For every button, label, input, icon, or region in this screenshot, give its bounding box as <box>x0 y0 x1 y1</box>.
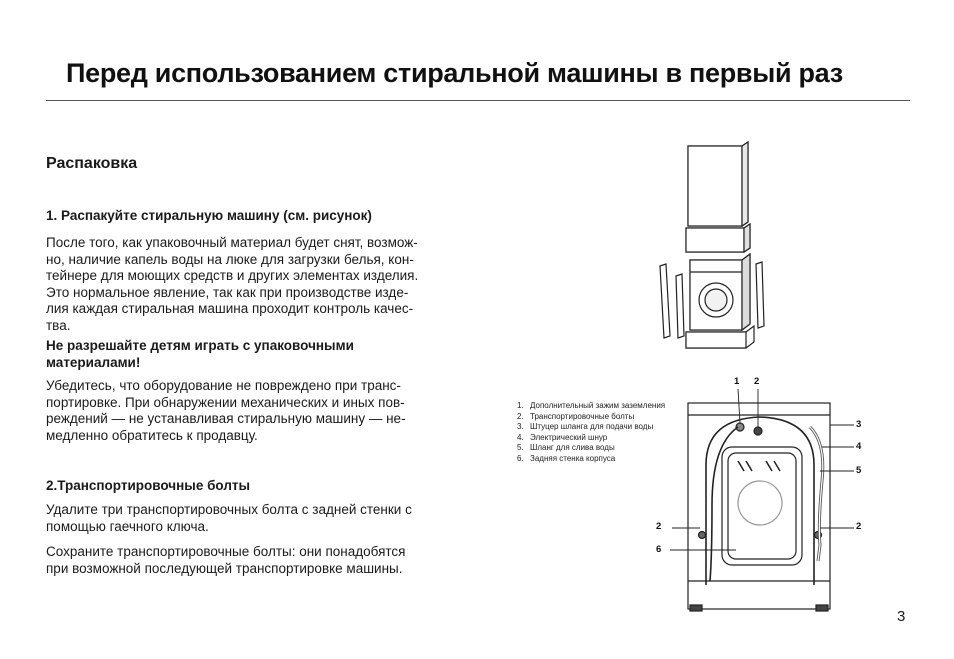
warning-text <box>46 338 456 371</box>
text-line: помощью гаечного ключа. <box>46 518 209 534</box>
callout-2-right: 2 <box>856 521 862 532</box>
text-line: После того, как упаковочный материал будет снят, возмож- <box>46 235 418 250</box>
callout-2-top: 2 <box>754 376 760 387</box>
legend-item: 6. Задняя стенка корпуса <box>517 453 616 463</box>
legend-item: 1. Дополнительный зажим заземления <box>517 401 666 410</box>
text-line: при возможной последующей транспортировке машины. <box>46 560 403 576</box>
text-line: тва. <box>46 317 71 333</box>
section-heading: Распаковка <box>46 155 138 172</box>
step1-heading: 1. Распакуйте стиральную машину (см. рисунок) <box>46 208 372 223</box>
page-title: Перед использованием стиральной машины в первый раз <box>66 58 843 88</box>
text-line: Сохраните транспортировочные болты: они понадобятся <box>46 544 406 559</box>
callout-2-left: 2 <box>656 521 662 532</box>
callout-3: 3 <box>856 419 862 430</box>
text-line: но, наличие капель воды на люке для загрузки белья, кон- <box>46 251 414 267</box>
text-line: медленно обратитесь к продавцу. <box>46 427 258 443</box>
callout-4: 4 <box>856 441 862 452</box>
step1-paragraph-1 <box>46 235 456 334</box>
legend-item: 2. Транспортировочные болты <box>517 411 635 421</box>
text-line: лия каждая стиральная машина проходит контроль качес- <box>46 301 414 316</box>
machine-back-diagram <box>660 385 870 615</box>
text-line: Это нормальное явление, так как при производстве изде- <box>46 284 409 300</box>
unpacking-illustration <box>650 140 780 360</box>
text-line: портировке. При обнаружении механических и иных пов- <box>46 394 405 410</box>
legend-item: 3. Штуцер шланга для подачи воды <box>517 422 654 431</box>
text-line: Не разрешайте детям играть с упаковочными <box>46 338 354 353</box>
step1-paragraph-2 <box>46 378 456 444</box>
text-line: тейнере для моющих средств и других элементах изделия. <box>46 268 419 283</box>
text-line: Удалите три транспортировочных болта с задней стенки с <box>46 502 412 517</box>
callout-5: 5 <box>856 465 862 476</box>
text-line: реждений — не устанавливая стиральную машину — не- <box>46 411 406 426</box>
step2-heading: 2.Транспортировочные болты <box>46 478 251 493</box>
text-line: Убедитесь, что оборудование не повреждено при транс- <box>46 378 401 393</box>
text-line: материалами! <box>46 354 141 370</box>
title-divider <box>46 100 910 101</box>
legend-item: 4. Электрический шнур <box>517 432 608 442</box>
page-number: 3 <box>897 608 906 625</box>
legend-item: 5. Шланг для слива воды <box>517 443 615 452</box>
step2-paragraph-1 <box>46 502 456 535</box>
step2-paragraph-2 <box>46 544 456 577</box>
diagram-legend <box>517 401 665 464</box>
callout-6: 6 <box>656 544 662 555</box>
callout-1: 1 <box>734 376 740 387</box>
